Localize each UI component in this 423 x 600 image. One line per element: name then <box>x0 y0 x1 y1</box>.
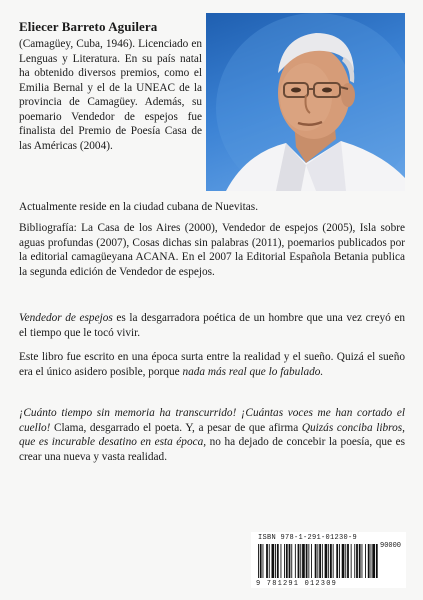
paragraph-context <box>19 350 405 379</box>
quote-text-1: Clama, desgarrado el poeta. Y, a pesar de que afirma <box>50 421 302 434</box>
paragraph-context-text: Este libro fue escrito en una época surta entre la realidad y el sueño. Quizá el sueño era el único asidero posible, porque <box>19 351 405 378</box>
barcode-bars <box>258 544 378 580</box>
author-photo <box>206 13 405 191</box>
barcode-number: 9 781291 012309 <box>256 580 338 588</box>
paragraph-quote <box>19 406 405 464</box>
author-residence: Actualmente reside en la ciudad cubana de Nuevitas. <box>19 201 259 213</box>
quote-italic-1: ¡Cuánto tiempo sin memoria ha transcurrido! ¡Cuántas voces me han cortado el cuello! <box>19 407 405 434</box>
isbn-label: ISBN 978-1-291-01230-9 <box>258 534 358 542</box>
paragraph-intro-text: es la desgarradora poética de un hombre que una vez creyó en el tiempo que le tocó vivir. <box>19 312 406 339</box>
price-code: 90000 <box>380 542 402 550</box>
author-bio: (Camagüey, Cuba, 1946). Licenciado en Lenguas y Literatura. En su país natal ha obtenido diversos premios, como el Emilia Bernal y el de la UNEAC de la provincia de Camagüey. Además, su poemario Vendedor de espejos fue finalista del Premio de Poesía Casa de las Américas (2004). <box>19 38 202 152</box>
paragraph-context-italic: nada más real que lo fabulado. <box>182 365 324 378</box>
author-name: Eliecer Barreto Aguilera <box>19 19 158 34</box>
paragraph-intro <box>19 311 405 340</box>
quote-text-2: no ha dejado de concebir la poesía, que es crear una nueva y vasta realidad. <box>19 436 405 463</box>
quote-italic-2: Quizás conciba libros, que es incurable desatino en esta época, <box>19 421 405 448</box>
bibliography: Bibliografía: La Casa de los Aires (2000), Vendedor de espejos (2005), Isla sobre aguas profundas (2007), Cosas dichas sin palabras (2011), poemarios publicados por la editorial camagüeyana ACANA. En el 2007 la Editorial Española Betania publica la segunda edición de Vendedor de espejos. <box>19 222 405 278</box>
book-title-italic: Vendedor de espejos <box>19 312 113 324</box>
